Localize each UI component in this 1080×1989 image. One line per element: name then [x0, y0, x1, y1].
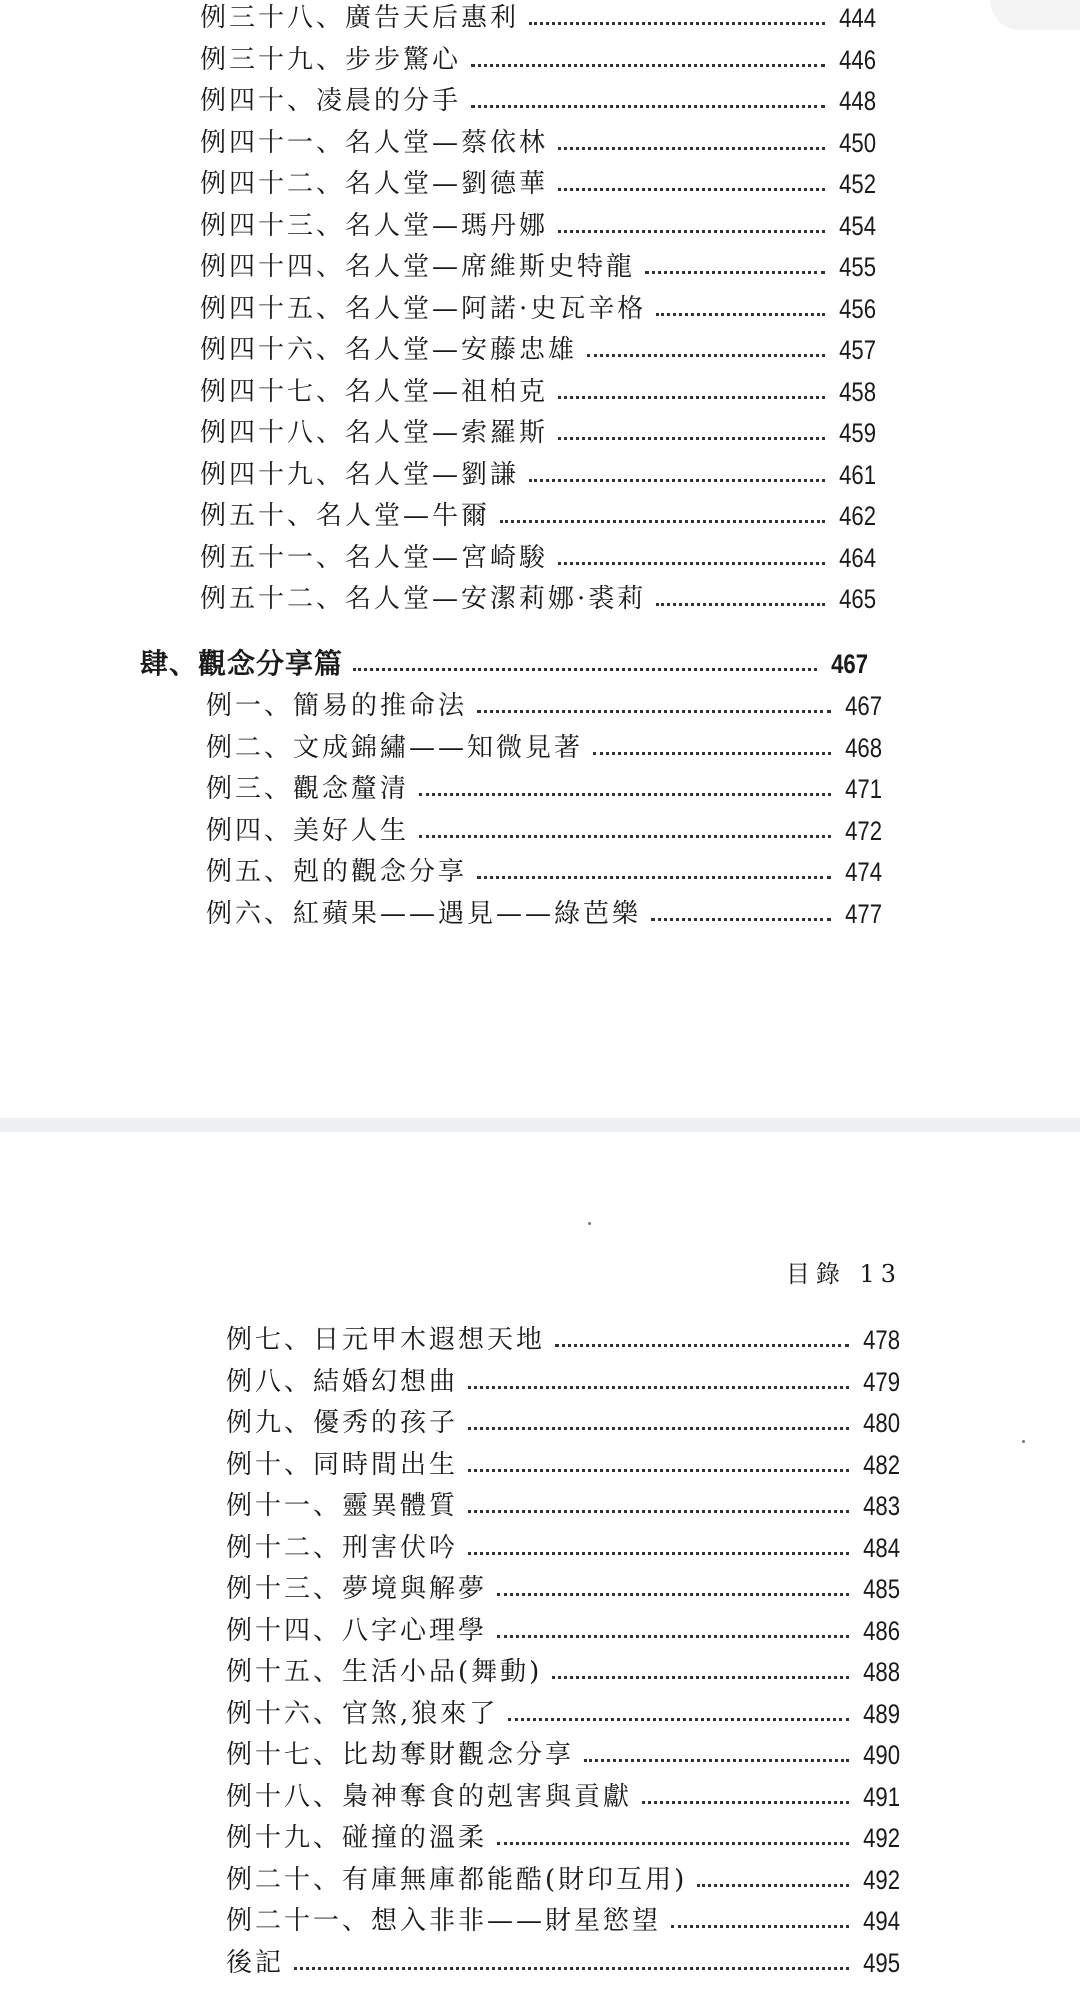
dot-leader [593, 752, 831, 755]
toc-entry-title: 例一、簡易的推命法 [206, 691, 468, 721]
toc-entry [226, 1405, 900, 1441]
toc-entry-title: 例五十二、名人堂—安潔莉娜·裘莉 [200, 584, 647, 614]
dot-leader [558, 230, 825, 233]
toc-entry-page: 492 [863, 1823, 900, 1853]
dot-leader [508, 1718, 849, 1721]
dot-leader [558, 396, 825, 399]
dot-leader [471, 105, 825, 108]
toc-entry [206, 813, 882, 849]
toc-entry-title: 例四十二、名人堂—劉德華 [200, 169, 549, 199]
toc-entry-page: 456 [839, 293, 876, 324]
corner-overlay [990, 0, 1080, 30]
toc-entry-title: 例四、美好人生 [206, 815, 410, 846]
toc-entry-page: 461 [839, 459, 876, 490]
toc-entry-page: 478 [863, 1325, 900, 1355]
toc-entry-page: 486 [863, 1615, 900, 1646]
toc-entry [200, 42, 876, 78]
toc-entry [226, 1571, 900, 1607]
toc-entry [206, 854, 882, 890]
toc-entry [200, 208, 876, 244]
toc-entry-page: 484 [863, 1532, 900, 1563]
toc-entry-page: 450 [839, 127, 876, 158]
dot-leader [645, 271, 825, 274]
toc-entry-page: 472 [845, 815, 882, 846]
toc-entry-title: 例三、觀念釐清 [206, 774, 410, 804]
toc-entry-title: 例八、結婚幻想曲 [226, 1366, 459, 1397]
toc-entry-title: 肆、觀念分享篇 [140, 647, 344, 680]
dot-leader [497, 1635, 849, 1638]
toc-entry-page: 452 [839, 169, 876, 199]
dot-leader [558, 562, 825, 565]
toc-entry-page: 479 [863, 1366, 900, 1397]
dot-leader [468, 1510, 849, 1513]
dot-leader [500, 520, 825, 523]
toc-entry-title: 例四十一、名人堂—蔡依林 [200, 127, 549, 158]
toc-page-bottom [0, 1132, 1080, 1989]
toc-entry [226, 1530, 900, 1566]
toc-entry-title: 例十五、生活小品(舞動) [226, 1657, 543, 1687]
toc-entry-title: 例十、同時間出生 [226, 1449, 459, 1480]
toc-entry-title: 例四十六、名人堂—安藤忠雄 [200, 335, 578, 365]
page-separator [0, 1118, 1080, 1132]
dot-leader [477, 710, 831, 713]
dot-leader [468, 1427, 849, 1430]
toc-entry-title: 例二十一、想入非非——財星慾望 [226, 1906, 662, 1936]
toc-entry-page: 489 [863, 1698, 900, 1729]
toc-entry [200, 415, 876, 451]
page-header: 目錄 13 [785, 1260, 902, 1288]
dot-leader [497, 1842, 849, 1845]
toc-entry-title: 例十二、刑害伏吟 [226, 1532, 459, 1563]
toc-entry [226, 1862, 900, 1898]
toc-entry [226, 1820, 900, 1856]
toc-entry-title: 例二十、有庫無庫都能酷(財印互用) [226, 1864, 688, 1895]
dot-leader [529, 22, 825, 25]
toc-entry-page: 454 [839, 210, 876, 241]
toc-entry-page: 446 [839, 44, 876, 75]
toc-entry-page: 491 [863, 1781, 900, 1812]
toc-entry-page: 477 [845, 898, 882, 929]
dot-leader [468, 1469, 849, 1472]
toc-entry-title: 例四十八、名人堂—索羅斯 [200, 418, 549, 448]
scan-speck [1022, 1440, 1025, 1443]
dot-leader [587, 354, 825, 357]
dot-leader [529, 479, 825, 482]
scan-speck [588, 1222, 591, 1225]
dot-leader [671, 1925, 849, 1928]
dot-leader [642, 1801, 849, 1804]
toc-entry [226, 1654, 900, 1690]
dot-leader [558, 188, 825, 191]
toc-entry-page: 459 [839, 418, 876, 448]
toc-entry [200, 83, 876, 119]
dot-leader [656, 603, 825, 606]
toc-entry-page: 494 [863, 1906, 900, 1936]
toc-entry-title: 例四十、凌晨的分手 [200, 86, 462, 116]
dot-leader [552, 1676, 849, 1679]
toc-entry-page: 480 [863, 1408, 900, 1438]
toc-entry-title: 例五十、名人堂—牛爾 [200, 501, 491, 531]
toc-entry-title: 例四十九、名人堂—劉謙 [200, 459, 520, 490]
toc-entry [206, 771, 882, 807]
toc-entry-title: 例四十五、名人堂—阿諾·史瓦辛格 [200, 293, 647, 324]
toc-entry [200, 540, 876, 576]
toc-entry-page: 471 [845, 774, 882, 804]
toc-entry-title: 例三十八、廣告天后惠利 [200, 3, 520, 33]
toc-entry [200, 332, 876, 368]
toc-entry [226, 1696, 900, 1732]
toc-entry [226, 1613, 900, 1649]
dot-leader [497, 1593, 849, 1596]
toc-entry-title: 後記 [226, 1947, 285, 1978]
dot-leader [584, 1759, 849, 1762]
toc-entry-page: 482 [863, 1449, 900, 1480]
toc-entry [200, 0, 876, 36]
toc-entry-page: 490 [863, 1740, 900, 1770]
toc-entry-page: 488 [863, 1657, 900, 1687]
dot-leader [419, 793, 831, 796]
toc-entry [200, 125, 876, 161]
toc-entry-page: 444 [839, 3, 876, 33]
toc-entry-page: 465 [839, 584, 876, 614]
toc-entry-page: 462 [839, 501, 876, 531]
dot-leader [656, 313, 825, 316]
toc-entry-title: 例三十九、步步驚心 [200, 44, 462, 75]
toc-entry [226, 1779, 900, 1815]
dot-leader [697, 1884, 849, 1887]
toc-entry-page: 474 [845, 857, 882, 887]
toc-entry [226, 1737, 900, 1773]
toc-entry-page: 468 [845, 732, 882, 763]
toc-entry-page: 464 [839, 542, 876, 573]
toc-entry-title: 例四十四、名人堂—席維斯史特龍 [200, 252, 636, 282]
toc-entry [140, 646, 868, 682]
toc-entry-page: 485 [863, 1574, 900, 1604]
toc-entry-title: 例十四、八字心理學 [226, 1615, 488, 1646]
toc-entry-title: 例七、日元甲木遐想天地 [226, 1325, 546, 1355]
toc-entry-title: 例五十一、名人堂—宮崎駿 [200, 542, 549, 573]
toc-entry-page: 455 [839, 252, 876, 282]
toc-entry-title: 例十七、比劫奪財觀念分享 [226, 1740, 575, 1770]
toc-entry [200, 291, 876, 327]
toc-entry-title: 例十一、靈異體質 [226, 1491, 459, 1521]
toc-entry [206, 896, 882, 932]
toc-entry [226, 1364, 900, 1400]
dot-leader [419, 835, 831, 838]
toc-entry [200, 457, 876, 493]
toc-entry [226, 1488, 900, 1524]
toc-entry [200, 581, 876, 617]
toc-entry [200, 374, 876, 410]
dot-leader [555, 1344, 849, 1347]
toc-entry-title: 例四十七、名人堂—祖柏克 [200, 376, 549, 407]
toc-entry [200, 166, 876, 202]
dot-leader [558, 147, 825, 150]
dot-leader [294, 1967, 849, 1970]
toc-entry-title: 例二、文成錦繡——知微見著 [206, 732, 584, 763]
toc-entry [206, 730, 882, 766]
toc-entry [226, 1322, 900, 1358]
dot-leader [468, 1386, 849, 1389]
toc-entry-page: 483 [863, 1491, 900, 1521]
toc-entry [226, 1447, 900, 1483]
toc-entry [206, 688, 882, 724]
toc-entry-page: 457 [839, 335, 876, 365]
toc-entry-page: 467 [831, 649, 868, 679]
toc-entry-title: 例十八、梟神奪食的剋害與貢獻 [226, 1781, 633, 1812]
toc-entry-title: 例十九、碰撞的溫柔 [226, 1823, 488, 1853]
dot-leader [471, 64, 825, 67]
toc-entry-title: 例十三、夢境與解夢 [226, 1574, 488, 1604]
toc-entry-page: 458 [839, 376, 876, 407]
dot-leader [468, 1552, 849, 1555]
dot-leader [353, 668, 817, 671]
toc-entry-title: 例十六、官煞,狼來了 [226, 1698, 499, 1729]
toc-entry-title: 例四十三、名人堂—瑪丹娜 [200, 210, 549, 241]
toc-entry-page: 448 [839, 86, 876, 116]
toc-entry-title: 例九、優秀的孩子 [226, 1408, 459, 1438]
toc-entry-page: 467 [845, 691, 882, 721]
toc-entry [226, 1903, 900, 1939]
dot-leader [651, 918, 831, 921]
toc-entry-page: 492 [863, 1864, 900, 1895]
dot-leader [477, 876, 831, 879]
toc-entry-title: 例六、紅蘋果——遇見——綠芭樂 [206, 898, 642, 929]
dot-leader [558, 437, 825, 440]
toc-entry [200, 498, 876, 534]
toc-entry [226, 1945, 900, 1981]
toc-entry-page: 495 [863, 1947, 900, 1978]
toc-entry [200, 249, 876, 285]
toc-entry-title: 例五、剋的觀念分享 [206, 857, 468, 887]
